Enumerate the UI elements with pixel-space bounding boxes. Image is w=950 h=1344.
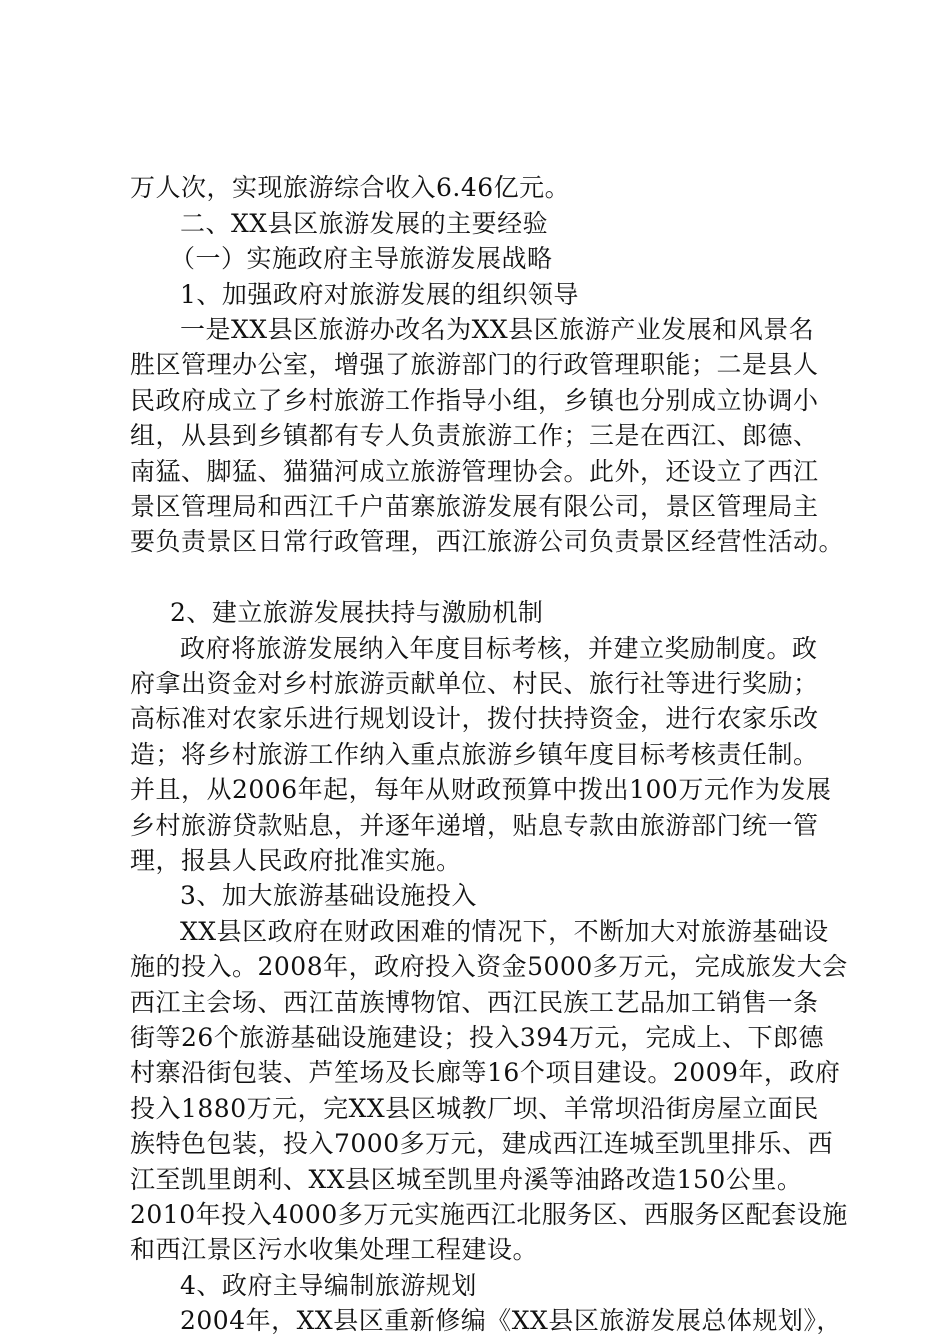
paragraph-line: 2004年，XX县区重新修编《XX县区旅游发展总体规划》， — [180, 1306, 842, 1335]
paragraph-line: 村寨沿街包装、芦笙场及长廊等16个项目建设。2009年，政府 — [130, 1058, 841, 1087]
paragraph-line: 民政府成立了乡村旅游工作指导小组，乡镇也分别成立协调小 — [130, 386, 819, 415]
paragraph-line: 和西江景区污水收集处理工程建设。 — [130, 1235, 539, 1264]
paragraph-line: 江至凯里朗利、XX县区城至凯里舟溪等油路改造150公里。 — [130, 1165, 803, 1194]
item-heading: 2、建立旅游发展扶持与激励机制 — [170, 598, 544, 627]
paragraph-line: 组，从县到乡镇都有专人负责旅游工作；三是在西江、郎德、 — [130, 421, 819, 450]
paragraph-line: 万人次，实现旅游综合收入6.46亿元。 — [130, 173, 571, 202]
paragraph-line: 施的投入。2008年，政府投入资金5000多万元，完成旅发大会 — [130, 952, 848, 981]
paragraph-line: 街等26个旅游基础设施建设；投入394万元，完成上、下郎德 — [130, 1023, 825, 1052]
item-heading: 3、加大旅游基础设施投入 — [180, 881, 477, 910]
item-heading: 1、加强政府对旅游发展的组织领导 — [180, 280, 579, 309]
paragraph-line: 南猛、脚猛、猫猫河成立旅游管理协会。此外，还设立了西江 — [130, 457, 819, 486]
paragraph-line: 西江主会场、西江苗族博物馆、西江民族工艺品加工销售一条 — [130, 988, 819, 1017]
paragraph-line: 府拿出资金对乡村旅游贡献单位、村民、旅行社等进行奖励； — [130, 669, 819, 698]
section-heading: 二、XX县区旅游发展的主要经验 — [180, 209, 549, 238]
paragraph-line: 政府将旅游发展纳入年度目标考核，并建立奖励制度。政 — [180, 634, 818, 663]
paragraph-line: 胜区管理办公室，增强了旅游部门的行政管理职能；二是县人 — [130, 350, 819, 379]
paragraph-line: 并且，从2006年起，每年从财政预算中拨出100万元作为发展 — [130, 775, 832, 804]
paragraph-line: 一是XX县区旅游办改名为XX县区旅游产业发展和风景名 — [180, 315, 815, 344]
paragraph-line: 造；将乡村旅游工作纳入重点旅游乡镇年度目标考核责任制。 — [130, 740, 819, 769]
paragraph-line: 景区管理局和西江千户苗寨旅游发展有限公司，景区管理局主 — [130, 492, 819, 521]
paragraph-line: 乡村旅游贷款贴息，并逐年递增，贴息专款由旅游部门统一管 — [130, 811, 819, 840]
item-heading: 4、政府主导编制旅游规划 — [180, 1271, 477, 1300]
paragraph-line: 族特色包装，投入7000多万元，建成西江连城至凯里排乐、西 — [130, 1129, 834, 1158]
paragraph-line: 投入1880万元，完XX县区城教厂坝、羊常坝沿街房屋立面民 — [130, 1094, 819, 1123]
paragraph-line: 要负责景区日常行政管理，西江旅游公司负责景区经营性活动。 — [130, 527, 845, 556]
paragraph-line: 2010年投入4000多万元实施西江北服务区、西服务区配套设施 — [130, 1200, 848, 1229]
subsection-heading: （一）实施政府主导旅游发展战略 — [170, 244, 553, 273]
paragraph-line: 理，报县人民政府批准实施。 — [130, 846, 462, 875]
paragraph-line: XX县区政府在财政困难的情况下，不断加大对旅游基础设 — [180, 917, 829, 946]
paragraph-line: 高标准对农家乐进行规划设计，拨付扶持资金，进行农家乐改 — [130, 704, 819, 733]
